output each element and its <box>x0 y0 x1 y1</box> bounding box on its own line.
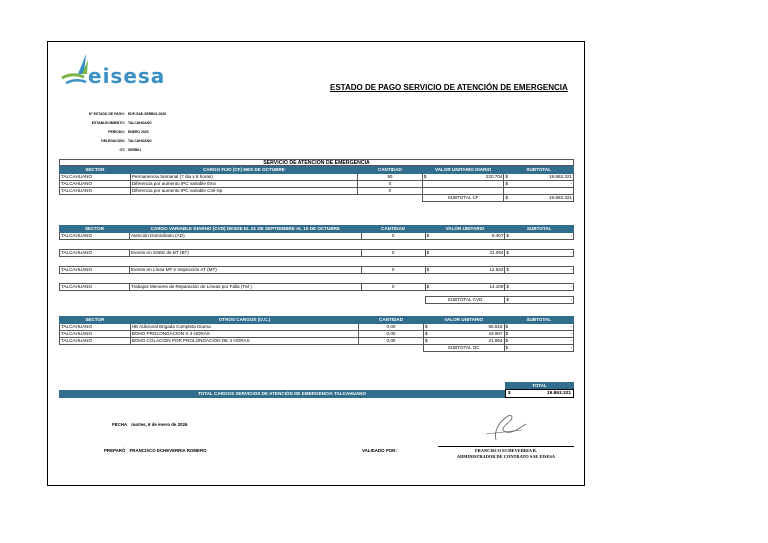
payment-statement-page <box>47 41 585 486</box>
date-field: FECHA martes, 6 de enero de 2026 <box>112 422 188 427</box>
total-bar: TOTAL CARGOS SERVICIOS DE ATENCIÓN DE EMERGENCIA TALCAHUANO <box>59 390 505 398</box>
fixed-charges-table <box>59 166 574 202</box>
table-header: SECTOR CARGO VARIABLE DIARNO (CVD) DESDE EL 01 DE SEPTIEMBRE AL 15 DE OCTUBRE CANTIDAD VALOR UNITARIO SUBTOTAL <box>60 226 574 233</box>
table-row: TALCAHUANO Trabajos Menores de Reparación de Líneas por Falla (TM ) 0 $ 14.109 $ - <box>61 284 572 289</box>
subtotal-row: SUBTOTAL OC $ - <box>60 345 574 352</box>
signer-role: ADMINISTRADOR DE CONTRATO SAE EISESA <box>456 454 556 459</box>
table-row: TALCAHUANO Atención Domiciliario (AD) 0 $ 9.407 $ - <box>61 233 572 238</box>
table-row: TALCAHUANO BONO PROLONGACION X 4 HORAS 0,00 $ 43.907 $ - <box>61 331 572 336</box>
other-charges-table <box>59 316 574 352</box>
signer-name: FRANCISCO ECHEVERRIA R. <box>474 448 538 453</box>
subtotal-row: SUBTOTAL CVD $ - <box>60 297 574 304</box>
signature-line <box>438 446 574 447</box>
table-row: TALCAHUANO BONO COLACION POR PROLONGACION DE 4 HORAS 0,00 $ 21.954 $ - <box>61 338 572 343</box>
brand-name: eisesa <box>88 64 166 88</box>
table-row: TALCAHUANO Diferencia por aumento IPC variable thno 0 $ - <box>61 181 572 186</box>
signer-block <box>438 448 574 460</box>
eisesa-logo <box>58 50 168 90</box>
variable-charges-table <box>59 225 574 304</box>
table-row: TALCAHUANO Diferencia por aumento IPC variable Cml-Sp 0 <box>60 188 574 195</box>
table-row: TALCAHUANO Evento en Línea MT e Inspección AT (MT) 0 $ 12.542 $ - <box>61 267 572 272</box>
info-row-delegation: DELEGACION: TALCAHUANO <box>101 139 152 143</box>
table-row: TALCAHUANO Evento en SSEE de BT (BT) 0 $ 31.094 $ - <box>61 250 572 255</box>
section-title: SERVICIO DE ATENCION DE EMERGENCIA <box>59 159 574 166</box>
info-row-ot: OT: SERB01 <box>119 148 142 152</box>
info-row-period: PERIODO: ENERO 2025 <box>108 130 149 134</box>
validated-by-label: VALIDADO POR: <box>362 448 397 453</box>
table-header: SECTOR OTROS CARGOS (O.C.) CANTIDAD VALOR UNITARIO SUBTOTAL <box>60 317 574 324</box>
subtotal-row: SUBTOTAL CF $ 19.863.321 <box>60 195 574 202</box>
statement-info <box>48 112 178 157</box>
page-title: ESTADO DE PAGO SERVICIO DE ATENCIÓN DE EMERGENCIA <box>330 83 568 92</box>
info-row-establishment: ESTABLECIMIENTO: TALCAHUANO <box>91 121 152 125</box>
signature-icon <box>476 410 536 446</box>
prepared-by-field: PREPARÓ FRANCISCO ECHEVERRIA ROMERO <box>104 448 207 453</box>
table-header: SECTOR CARGO FIJO (CF) MES DE OCTUBRE CANTIDAD VALOR UNITARIO DIARIO SUBTOTAL <box>60 167 574 174</box>
total-label: TOTAL <box>505 382 574 389</box>
info-row-statement-number: N° ESTADO DE PAGO: EDP-SAE-SERB01-2026 <box>88 112 167 116</box>
table-row: TALCAHUANO Permanencia Semanal (7 dia x 8 horas) 90 $ 220.704 $ 19.863.321 <box>61 174 572 179</box>
table-row: TALCAHUANO HE Adicional Brigada Completa Diurna 0,00 $ 55.515 $ - <box>61 324 572 329</box>
total-value: $ 19.863.321 <box>505 389 574 398</box>
